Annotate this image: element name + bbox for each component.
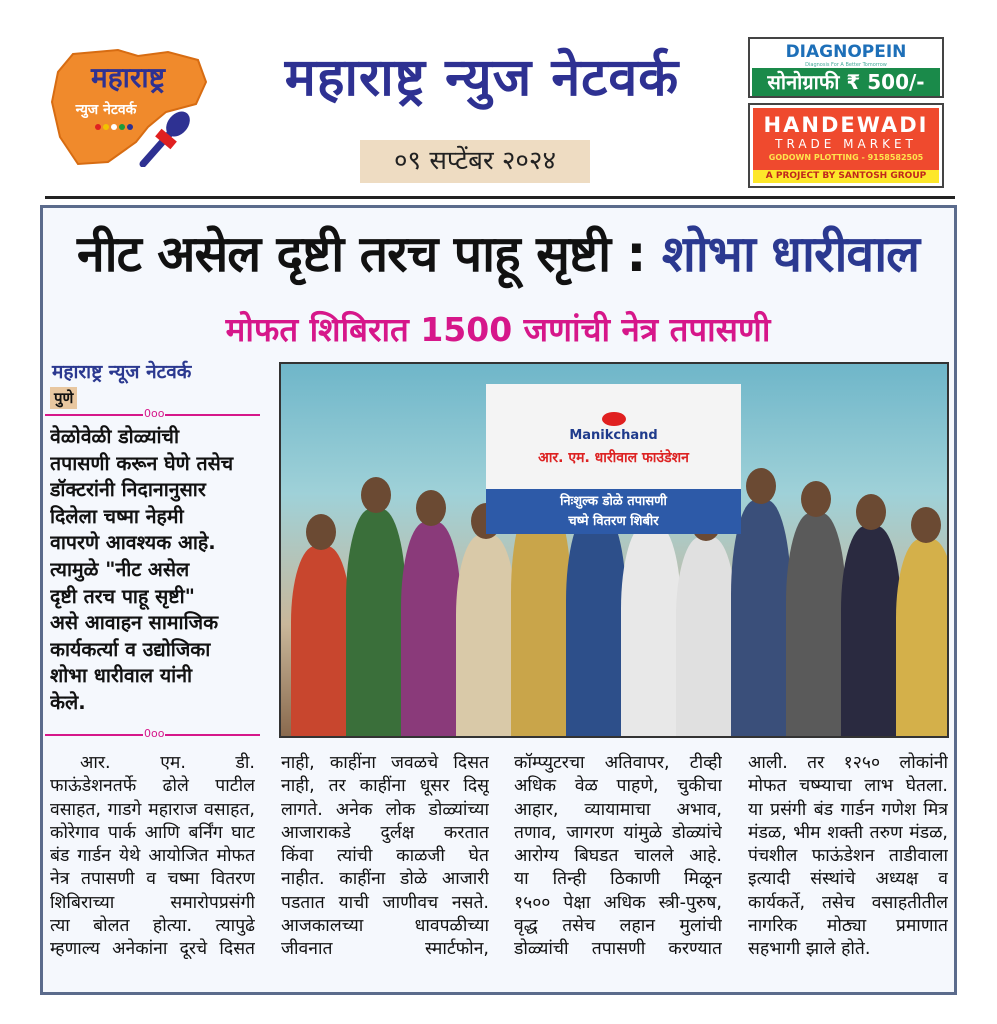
body-line: पंचशील फाऊंडेशन ताडीवाला — [748, 846, 948, 867]
lead-paragraph — [50, 424, 260, 717]
header-divider — [45, 196, 955, 199]
photo-person-head — [746, 468, 776, 504]
photo-person — [291, 546, 351, 736]
body-line: म्हणाल्य अनेकांना दूरचे दिसत — [50, 939, 255, 960]
body-line: आरोग्य बिघडत चालले आहे. — [514, 846, 722, 867]
photo-person-head — [856, 494, 886, 530]
ad-name: HANDEWADI — [763, 113, 929, 137]
maharashtra-map-logo-icon — [48, 42, 213, 167]
body-line: शिबिराच्या समारोपप्रसंगी — [50, 892, 255, 913]
svg-text:न्युज नेटवर्क: न्युज नेटवर्क — [75, 102, 137, 118]
masthead-logo — [48, 42, 213, 167]
body-line: अधिक वेळ पाहणे, चुकीचा — [514, 776, 722, 797]
body-line: फाऊंडेशनतर्फे ढोले पाटील — [50, 776, 255, 797]
lead-line: त्यामुळे "नीट असेल — [50, 557, 190, 581]
issue-date: ०९ सप्टेंबर २०२४ — [360, 140, 590, 183]
ad-offer: सोनोग्राफी ₹ 500/- — [752, 68, 940, 96]
byline: महाराष्ट्र न्यूज नेटवर्क — [52, 361, 192, 383]
body-line: आर. एम. डी. — [80, 753, 255, 773]
photo-person — [401, 522, 461, 736]
lead-line: तपासणी करून घेणे तसेच — [50, 451, 234, 475]
body-line: त्या बोलत होत्या. त्यापुढे — [50, 916, 255, 937]
body-line: जीवनात स्मार्टफोन, — [281, 939, 489, 960]
ad-footer: A PROJECT BY SANTOSH GROUP — [753, 170, 939, 183]
body-line: डोळ्यांची तपासणी करण्यात — [514, 939, 722, 960]
photo-person — [676, 537, 736, 736]
lead-line: कार्यकर्त्या व उद्योजिका — [50, 637, 211, 661]
body-line: आजाराकडे दुर्लक्ष करतात — [281, 822, 489, 843]
body-line: कोरेगाव पार्क आणि बर्निंग घाट — [50, 822, 255, 843]
photo-person — [841, 526, 901, 736]
photo-person — [731, 500, 791, 736]
ad-handewadi[interactable] — [748, 103, 944, 188]
ornament-divider: 0oo — [45, 414, 260, 416]
body-line: बंड गार्डन येथे आयोजित मोफत — [50, 846, 255, 867]
article-headline: नीट असेल दृष्टी तरच पाहू सृष्टी : शोभा धारीवाल — [76, 225, 920, 283]
photo-person-head — [361, 477, 391, 513]
body-line: नेत्र तपासणी व चष्मा वितरण — [50, 869, 255, 890]
ornament-divider: 0oo — [45, 734, 260, 736]
event-photo — [279, 362, 949, 738]
body-line: आहार, व्यायामाचा अभाव, — [514, 799, 722, 820]
body-line: मंडळ, भीम शक्ती तरुण मंडळ, — [748, 822, 948, 843]
body-line: सहभागी झाले होते. — [748, 939, 871, 960]
lead-line: दृष्टी तरच पाहू सृष्टी" — [50, 584, 195, 608]
body-column-1 — [50, 752, 255, 962]
body-line: कॉम्प्युटरचा अतिवापर, टीव्ही — [514, 753, 722, 773]
photo-person-head — [801, 481, 831, 517]
photo-person-head — [416, 490, 446, 526]
lead-line: वापरणे आवश्यक आहे. — [50, 531, 216, 555]
lead-line: डॉक्टरांनी निदानानुसार — [50, 478, 206, 502]
masthead-title: महाराष्ट्र न्युज नेटवर्क — [284, 48, 680, 108]
photo-person — [786, 513, 846, 736]
body-line: तणाव, जागरण यांमुळे डोळ्यांचे — [514, 822, 722, 843]
lead-line: केले. — [50, 690, 86, 714]
body-line: या तिन्ही ठिकाणी मिळून — [514, 869, 722, 890]
photo-banner: Manikchand आर. एम. धारीवाल फाउंडेशन निःशुल्क डोळे तपासणी चष्मे वितरण शिबीर — [486, 384, 741, 534]
ad-brand: DIAGNOPEIN Diagnosis For A Better Tomorrow — [785, 42, 907, 68]
body-line: या प्रसंगी बंड गार्डन गणेश मित्र — [748, 799, 948, 820]
body-line: नागरिक मोठ्या प्रमाणात — [748, 916, 948, 937]
body-line: वृद्ध तसेच लहान मुलांची — [514, 916, 722, 937]
body-line: मोफत चष्म्याचा लाभ घेतला. — [748, 776, 948, 797]
ad-sub: TRADE MARKET — [775, 137, 917, 151]
body-line: पडतात याची जाणीवच नसते. — [281, 892, 489, 913]
body-line: नाही, तर काहींना धूसर दिसू — [281, 776, 489, 797]
photo-person-head — [911, 507, 941, 543]
body-line: आजकालच्या धावपळीच्या — [281, 916, 489, 937]
body-line: किंवा त्यांची काळजी घेत — [281, 846, 489, 867]
body-line: लागते. अनेक लोक डोळ्यांच्या — [281, 799, 489, 820]
photo-person — [621, 524, 681, 736]
photo-person — [346, 509, 406, 736]
photo-person — [896, 539, 949, 736]
body-line: नाहीत. काहींना डोळे आजारी — [281, 869, 489, 890]
photo-person — [566, 511, 626, 736]
body-column-3 — [514, 752, 722, 962]
svg-text:महाराष्ट्र: महाराष्ट्र — [91, 61, 165, 94]
lead-line: शोभा धारीवाल यांनी — [50, 664, 193, 688]
lead-line: दिलेला चष्मा नेहमी — [50, 504, 184, 528]
lead-line: असे आवाहन सामाजिक — [50, 611, 219, 635]
photo-person-head — [306, 514, 336, 550]
photo-person — [456, 535, 516, 736]
article-subheadline: मोफत शिबिरात 1500 जणांची नेत्र तपासणी — [225, 310, 771, 349]
body-line: कार्यकर्ते, तसेच वसाहतीतील — [748, 892, 948, 913]
lead-line: वेळोवेळी डोळ्यांची — [50, 425, 179, 448]
dateline-city: पुणे — [50, 387, 77, 409]
body-column-2 — [281, 752, 489, 962]
manikchand-logo-icon — [602, 412, 626, 426]
body-line: १५०० पेक्षा अधिक स्त्री-पुरुष, — [514, 892, 722, 913]
body-line: नाही, काहींना जवळचे दिसत — [281, 753, 489, 773]
body-line: आली. तर १२५० लोकांनी — [748, 753, 948, 773]
ad-contact: GODOWN PLOTTING - 9158582505 — [768, 153, 924, 162]
ad-diagnopein[interactable] — [748, 37, 944, 98]
body-line: इत्यादी संस्थांचे अध्यक्ष व — [748, 869, 948, 890]
body-line: वसाहत, गाडगे महाराज वसाहत, — [50, 799, 255, 820]
body-column-4 — [748, 752, 948, 962]
